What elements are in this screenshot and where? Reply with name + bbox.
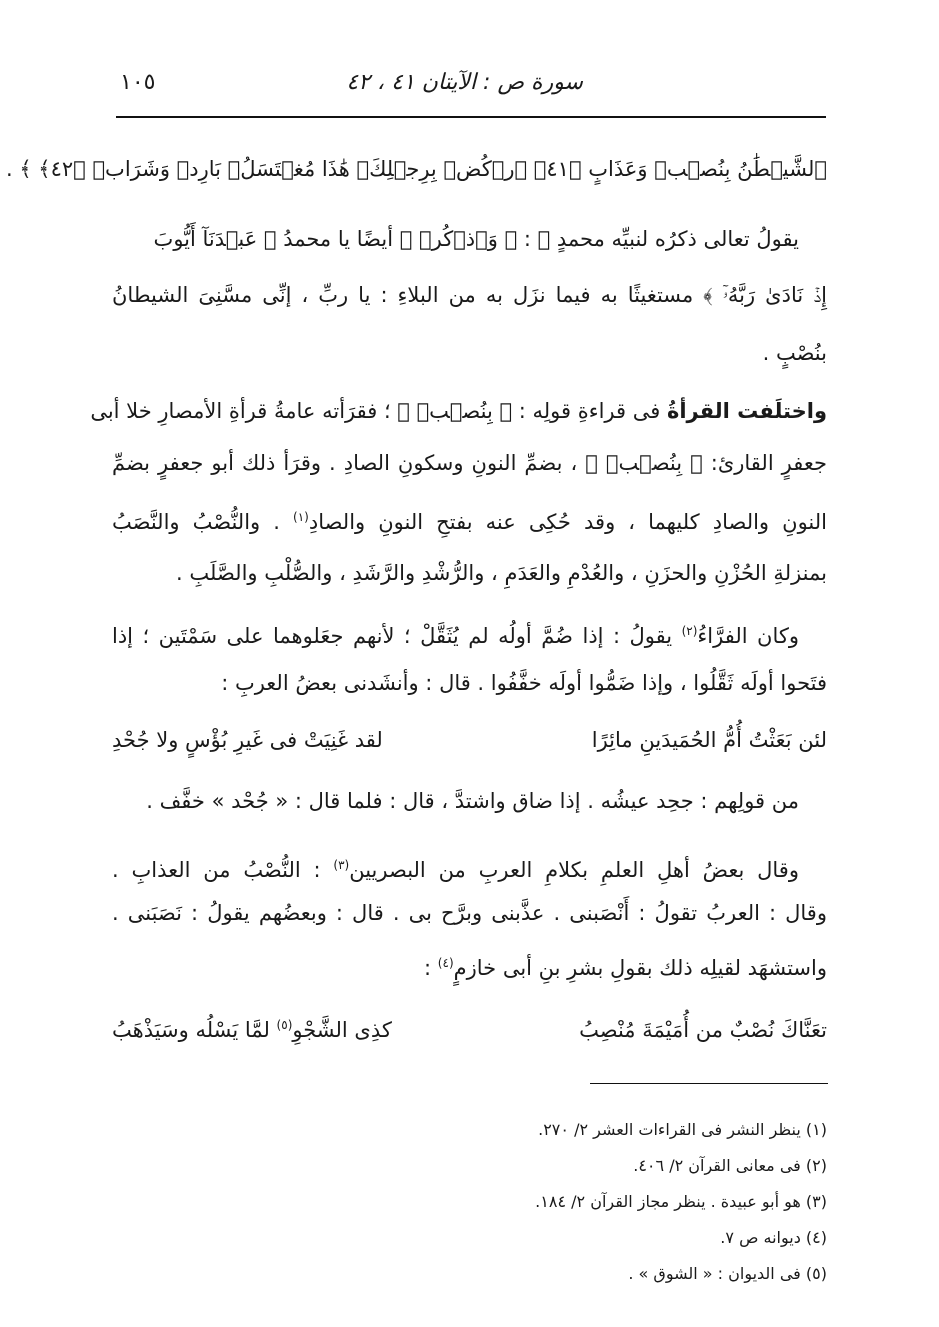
footnote-marker: (٣) [333,858,350,872]
footnote: (١) ينظر النشر فى القراءات العشر ٢/ ٢٧٠. [538,1120,827,1139]
first-hemistich: لئن بَعَثْتُ أُمُّ الحُمَيدَينِ مائِرًا [591,728,827,752]
paragraph-text: وكان الفرَّاءُ [697,624,799,648]
paragraph-line: جعفرٍ القارئ: ﴿ بِنُصۡبٖ ﴾ ، بضمِّ النونِ وسكونِ الصادِ . وقرَأ ذلك أبو جعفرٍ بضمِّ [112,451,827,475]
paragraph-line: بمنزلةِ الحُزْنِ والحزَنِ ، والعُدْمِ والعَدَمِ ، والرُّشْدِ والرَّشَدِ ، والصُّلْبِ والصَّلَبِ . [176,561,827,585]
paragraph-line: وقال : العربُ تقولُ : أَنْصَبنى . عذَّبنى وبرَّح بى . قال : وبعضُهم يقولُ : نَصَبَنى . [112,901,827,925]
paragraph-text: واستشهَد لقيلِه ذلك بقولِ بشرِ بنِ أبى خازمٍ [453,956,827,980]
hemistich-text: كذِى الشَّجْوِ [292,1018,392,1042]
paragraph-line: فتَحوا أولَه ثَقَّلُوا ، وإذا ضَمُّوا أولَه خفَّفُوا . قال : وأنشَدنى بعضُ العربِ : [221,671,827,695]
footnote: (٥) فى الديوان : « الشوق » . [628,1264,827,1283]
poetry-verse [112,728,827,762]
paragraph-text: : [424,956,438,980]
footnote: (٢) فى معانى القرآن ٢/ ٤٠٦. [633,1156,827,1175]
poetry-verse [112,1018,827,1052]
footnote: (٤) ديوانه ص ٧. [720,1228,827,1247]
header-rule [116,116,826,118]
paragraph-text: يقولُ : إذا ضُمَّ أولُه لم يُثَقَّلْ ؛ لأنهم جعَلوهما على سَمْتَين ؛ إذا [112,624,682,648]
first-hemistich: تعَنَّاكَ نُصْبٌ من أُمَيْمَةَ مُنْصِبُ [579,1018,827,1042]
paragraph-line [112,614,799,653]
paragraph-line [90,394,827,428]
paragraph-line [112,946,827,985]
footnote-marker: (٤) [437,956,454,970]
footnote-marker: (٥) [276,1018,293,1032]
footnote-marker: (١) [293,510,309,524]
paragraph-text: فى قراءةِ قولِه : ﴿ بِنُصۡبٖ ﴾ ؛ فقرَأته عامةُ قرأةِ الأمصارِ خلا أبى [90,399,667,423]
bold-lead-text: واختلَفت القرأةُ [666,399,827,423]
second-hemistich [112,1018,392,1042]
paragraph-line: يقولُ تعالى ذكرُه لنبيِّه محمدٍ ﷺ : ﴿ وَٱذۡكُرۡ ﴾ أيضًا يا محمدُ ﴿ عَبۡدَنَآ أَيُّوبَ [153,227,799,251]
quran-verse-line: ٱلشَّيۡطَٰنُ بِنُصۡبٖ وَعَذَابٍ ﴿٤١﴾ ٱرۡكُضۡ بِرِجۡلِكَۖ هَٰذَا مُغۡتَسَلُۢ بَارِدٞ وَشَرَابٞ ﴿٤٢﴾ ﴾ . [5,157,827,181]
paragraph-line: إِذۡ نَادَىٰ رَبَّهُۥٓ ﴾ مستغيثًا به فيما نزَل به من البلاءِ : يا ربِّ ، إنِّى مسَّنِىَ الشيطانُ [112,283,827,307]
paragraph-text: . والنُّصْبُ والنَّصَبُ [112,510,294,534]
paragraph-line: بنُصْبٍ . [762,341,827,365]
page-header [116,70,823,110]
paragraph-text: : النُّصْبُ من العذابِ . [112,858,334,882]
paragraph-line [112,848,799,887]
paragraph-line: من قولِهم : جحِد عيشُه . إذا ضاق واشتدَّ ، قال : فلما قال : « جُحْد » خفَّف . [146,789,799,813]
page-number: ١٠٥ [120,70,156,95]
hemistich-text: لمَّا يَسْلُه وسَيَذْهَبُ [112,1018,277,1042]
paragraph-text: النونِ والصادِ كليهما ، وقد حُكِى عنه بفتحِ النونِ والصادِ [308,510,827,534]
second-hemistich: لقد غَنِيَتْ فى غَيرِ بُؤْسٍ ولا جُحْدِ [112,728,383,752]
footnote-separator [590,1083,828,1084]
footnote-marker: (٢) [681,624,698,638]
paragraph-text: وقال بعضُ أهلِ العلمِ بكلامِ العربِ من البصريين [349,858,799,882]
running-title: سورة ص : الآيتان ٤١ ، ٤٢ [346,70,583,95]
paragraph-line [112,500,827,539]
footnote: (٣) هو أبو عبيدة . ينظر مجاز القرآن ٢/ ١٨٤. [535,1192,827,1211]
